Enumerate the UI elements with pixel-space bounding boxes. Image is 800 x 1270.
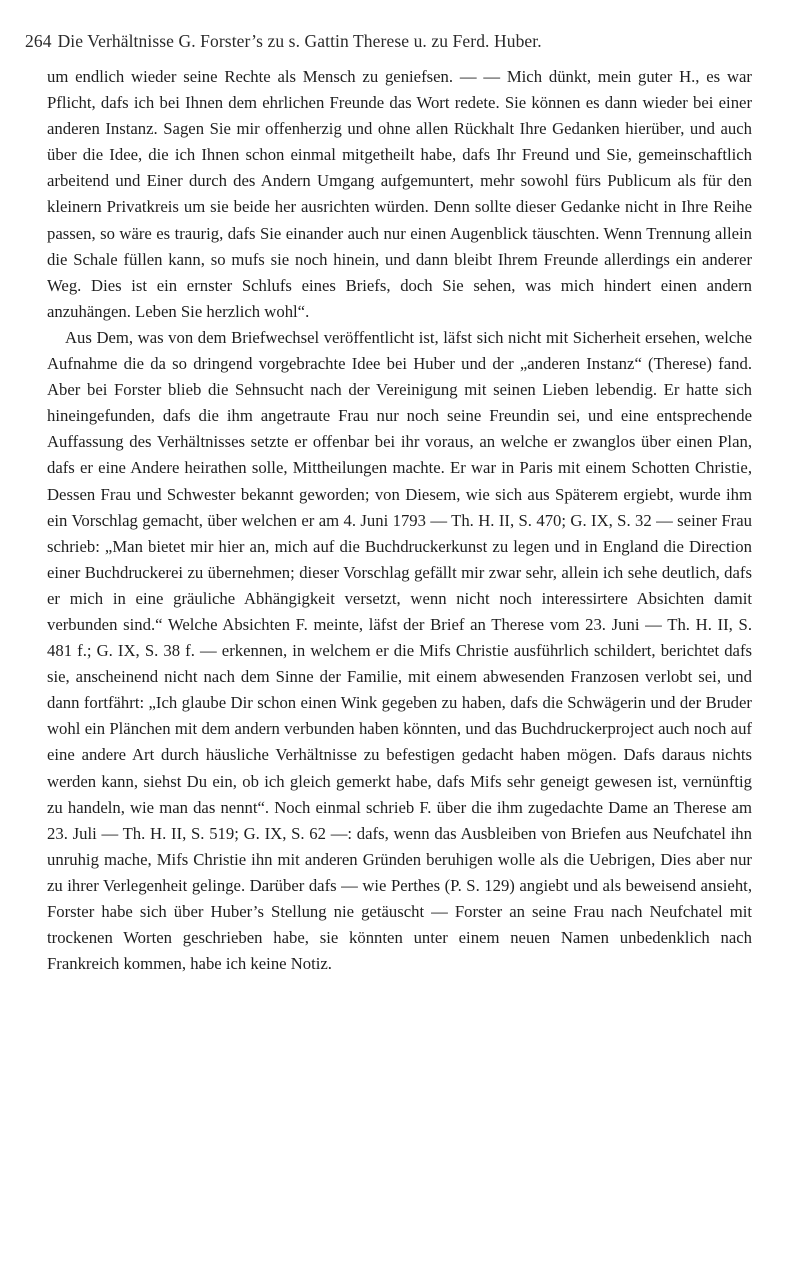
book-page	[25, 30, 752, 977]
paragraph-letter-conclusion: um endlich wieder seine Rechte als Mensch zu geniefsen. — — Mich dünkt, mein guter H., es war Pflicht, dafs ich bei Ihnen dem ehrlichen Freunde das Wort redete. Sie können es dann wieder bei einer anderen Instanz. Sagen Sie mir offenherzig und ohne allen Rückhalt Ihre Gedanken hierüber, und auch über die Idee, die ich Ihnen schon einmal mitgetheilt habe, dafs Ihr Freund und Sie, gemeinschaftlich arbeitend und Einer durch des Andern Umgang aufgemuntert, mehr sowohl fürs Publicum als für den kleinern Privatkreis um sie beide her ausrichten würden. Denn sollte dieser Gedanke nicht in Ihre Reihe passen, so wäre es traurig, dafs Sie einander auch nur einen Augenblick täuschten. Wenn Trennung allein die Schale füllen kann, so mufs sie noch hinein, und dann bleibt Ihrem Freunde allerdings ein anderer Weg. Dies ist ein ernster Schlufs eines Briefs, doch Sie sehen, was mich hindert einen andern anzuhängen. Leben Sie herzlich wohl“.	[47, 67, 752, 321]
running-title: Die Verhältnisse G. Forster’s zu s. Gattin Therese u. zu Ferd. Huber.	[57, 31, 542, 51]
paragraph-christie-proposal: Aus Dem, was von dem Briefwechsel veröffentlicht ist, läfst sich nicht mit Sicherheit ersehen, welche Aufnahme die da so dringend vorgebrachte Idee bei Huber und der „anderen Instanz“ (Therese) fand. Aber bei Forster blieb die Sehnsucht nach der Vereinigung mit seinen Lieben lebendig. Er hatte sich hineingefunden, dafs die ihm angetraute Frau nur noch seine Freundin sei, und eine entsprechende Auffassung des Verhältnisses setzte er offenbar bei ihr voraus, an welche er zwanglos über einen Plan, dafs er eine Andere heirathen solle, Mittheilungen machte. Er war in Paris mit einem Schotten Christie, Dessen Frau und Schwester bekannt geworden; von Diesem, wie sich aus Späterem ergiebt, wurde ihm ein Vorschlag gemacht, über welchen er am 4. Juni 1793 — Th. H. II, S. 470; G. IX, S. 32 — seiner Frau schrieb: „Man bietet mir hier an, mich auf die Buchdruckerkunst zu legen und in England die Direction einer Buchdruckerei zu übernehmen; dieser Vorschlag gefällt mir zwar sehr, allein ich sehe deutlich, dafs er mich in eine gräuliche Abhängigkeit versetzt, wenn nicht noch interessirtere Absichten damit verbunden sind.“ Welche Absichten F. meinte, läfst der Brief an Therese vom 23. Juni — Th. H. II, S. 481 f.; G. IX, S. 38 f. — erkennen, in welchem er die Mifs Christie ausführlich schildert, berichtet dafs sie, anscheinend nicht nach dem Sinne der Familie, mit einem abwesenden Franzosen verlobt sei, und dann fortfährt: „Ich glaube Dir schon einen Wink gegeben zu haben, dafs die Schwägerin und der Bruder wohl ein Plänchen mit dem andern verbunden haben könnten, und das Buchdruckerproject auch noch auf eine andere Art durch häusliche Verhältnisse zu befestigen gedacht haben mögen. Dafs daraus nichts werden kann, siehst Du ein, ob ich gleich gemerkt habe, dafs Mifs sehr geneigt gewesen ist, vernünftig zu handeln, wie man das nennt“. Noch einmal schrieb F. über die ihm zugedachte Dame an Therese am 23. Juli — Th. H. II, S. 519; G. IX, S. 62 —: dafs, wenn das Ausbleiben von Briefen aus Neufchatel ihn unruhig mache, Mifs Christie ihn mit anderen Gründen beruhigen wolle als die Uebrigen, Dies aber nur zu ihrer Verlegenheit gelinge. Darüber dafs — wie Perthes (P. S. 129) angiebt und als beweisend ansieht, Forster habe sich über Huber’s Stellung nie getäuscht — Forster an seine Frau nach Neufchatel mit trockenen Worten geschrieben habe, sie könnten unter einem neuen Namen unbedenklich nach Frankreich kommen, habe ich keine Notiz.	[47, 327, 752, 974]
running-head	[25, 30, 752, 52]
page-number: 264	[25, 31, 52, 51]
